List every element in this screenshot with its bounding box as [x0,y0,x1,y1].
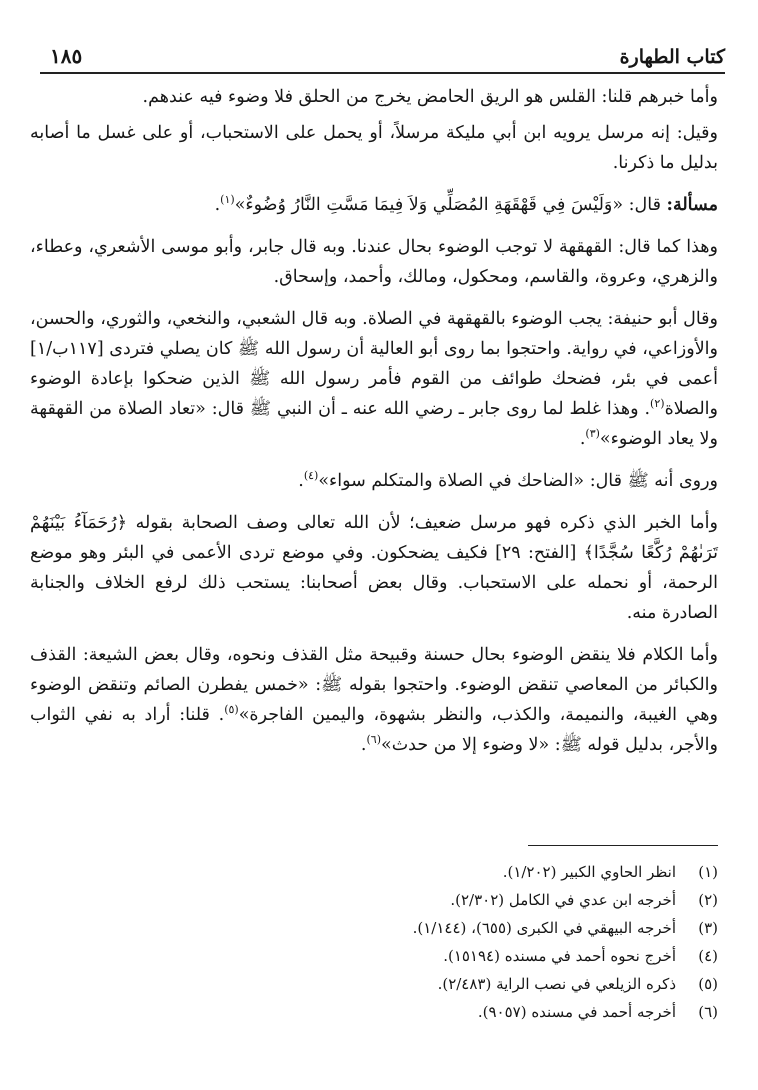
footnote-item [30,914,718,942]
footnote-text: انظر الحاوي الكبير (١/٢٠٢). [502,863,676,881]
footnote-text: أخرجه البيهقي في الكبرى (٦٥٥)، (١/١٤٤). [412,919,676,937]
footnote-number: (٥) [698,975,718,993]
paragraph-4: وهذا كما قال: القهقهة لا توجب الوضوء بحال عندنا. وبه قال جابر، وأبو موسى الأشعري، وعطاء، والزهري، وعروة، والقاسم، ومحكول، ومالك، وأحمد، وإسحاق. [30,237,718,287]
header-rule [40,72,725,74]
footnote-ref: (٦) [366,733,381,747]
footnote-ref: (٣) [585,427,600,441]
page-number: ١٨٥ [50,44,83,68]
footnote-item [30,858,718,886]
chapter-title: كتاب الطهارة [619,46,725,68]
footnote-item [30,970,718,998]
main-text [30,82,718,772]
footnote-ref: (٢) [650,397,665,411]
paragraph-7: وأما الخبر الذي ذكره فهو مرسل ضعيف؛ لأن الله تعالى وصف الصحابة بقوله ﴿رُحَمَآءُ بَيْنَهُمْ تَرَىٰهُمْ رُكَّعًا سُجَّدًا﴾ [الفتح: ٢٩] فكيف يضحكون. وفي موضع تردى الأعمى في البئر وهو موضع الرحمة، أو نحمله على الاستحباب. وقال بعض أصحابنا: يستحب ذلك لرفع الخلاف والجنابة الصادرة منه. [30,513,718,623]
footnote-number: (١) [698,863,718,881]
paragraph-1: وأما خبرهم قلنا: القلس هو الريق الحامض يخرج من الحلق فلا وضوء فيه عندهم. [142,87,718,107]
paragraph-3: مسألة: قال: «وَلَيْسَ فِي قَهْقَهَةِ المُصَلِّي وَلاَ فِيمَا مَسَّتِ النَّارُ وُضُوءٌ»$^{(١)}$. [214,193,718,215]
footnote-ref: (٤) [303,469,319,483]
footnote-item [30,942,718,970]
footnote-text: أخرج نحوه أحمد في مسنده (١٥١٩٤). [443,947,676,965]
paragraph-8: وأما الكلام فلا ينقض الوضوء بحال حسنة وقبيحة مثل القذف ونحوه، وقال بعض الشيعة: القذف والكبائر من المعاصي تنقض الوضوء. واحتجوا بقوله ﷺ: «خمس يفطرن الصائم وتنقض الوضوء وهي الغيبة، والنميمة، والكذب، والنظر بشهوة، واليمين الفاجرة»$^{(٥)}$. قلنا: أراد به نفي الثواب والأجر، بدليل قوله ﷺ: «لا وضوء إلا من حدث»$^{(٦)}$. [30,645,718,755]
footnote-number: (٢) [698,891,718,909]
footnote-ref: (١) [220,193,235,207]
footnote-text: أخرجه ابن عدي في الكامل (٢/٣٠٢). [450,891,676,909]
footnote-text: أخرجه أحمد في مسنده (٩٠٥٧). [477,1003,676,1021]
paragraph-5: وقال أبو حنيفة: يجب الوضوء بالقهقهة في الصلاة. وبه قال الشعبي، والنخعي، والثوري، والحسن، والأوزاعي، في رواية. واحتجوا بما روى أبو العالية أن رسول الله ﷺ كان يصلي فتردى [١١٧ب/١] أعمى في بئر، فضحك طوائف من القوم فأمر رسول الله ﷺ الذين ضحكوا بإعادة الوضوء والصلاة$^{(٢)}$. وهذا غلط لما روى جابر ـ رضي الله عنه ـ أن النبي ﷺ قال: «تعاد الصلاة من القهقهة ولا يعاد الوضوء»$^{(٣)}$. [30,309,718,449]
footnote-text: ذكره الزيلعي في نصب الراية (٢/٤٨٣). [437,975,676,993]
footnote-number: (٣) [698,919,718,937]
footnote-item [30,886,718,914]
footnote-item [30,998,718,1026]
footnote-separator [528,845,718,846]
footnotes-list [30,858,718,1026]
footnote-ref: (٥) [224,703,239,717]
paragraph-2: وقيل: إنه مرسل يرويه ابن أبي مليكة مرسلاً، أو يحمل على الاستحباب، أو على غسل ما أصابه بدليل ما ذكرنا. [30,123,718,173]
footnote-number: (٤) [698,947,718,965]
footnote-number: (٦) [698,1003,718,1021]
paragraph-6: وروى أنه ﷺ قال: «الضاحك في الصلاة والمتكلم سواء»$^{(٤)}$. [298,469,718,491]
page-header [40,40,725,74]
masala-label: مسألة: [666,195,718,215]
